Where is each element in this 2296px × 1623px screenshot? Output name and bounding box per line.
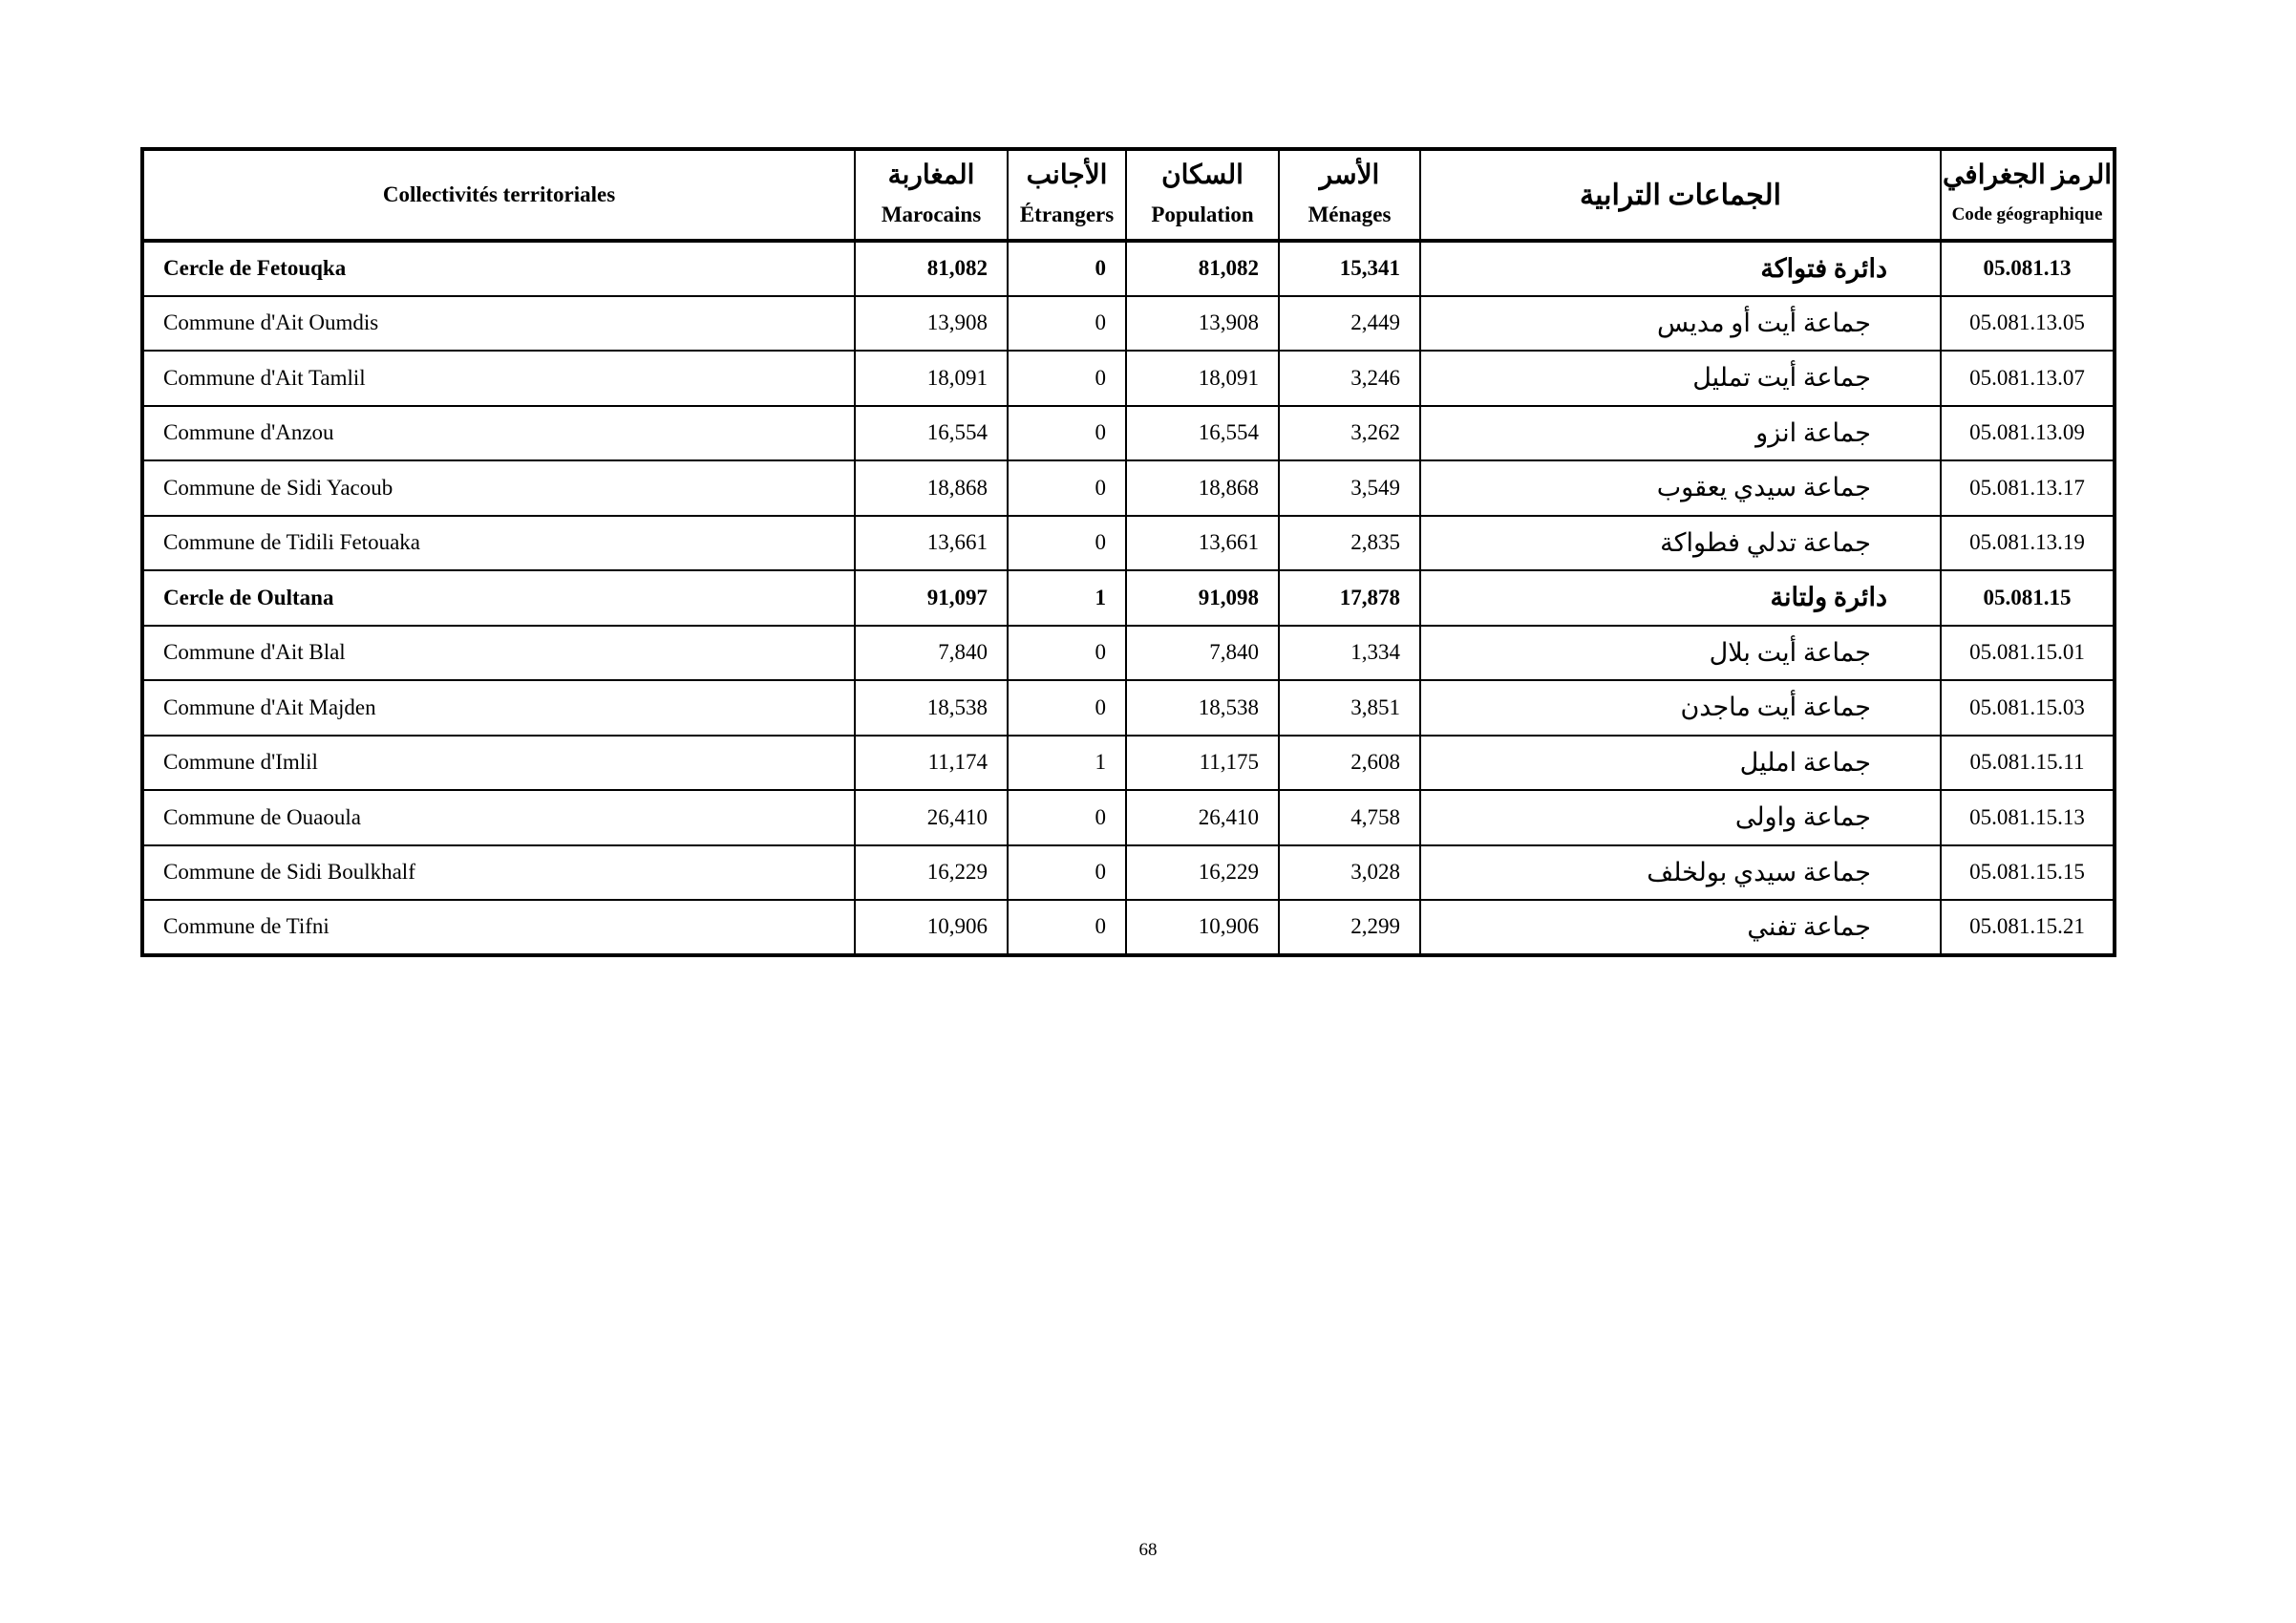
cell-marocains: 91,097 xyxy=(855,570,1008,626)
cell-marocains: 26,410 xyxy=(855,790,1008,845)
cell-menages: 3,262 xyxy=(1279,406,1420,461)
cell-arabic-name: جماعة سيدي يعقوب xyxy=(1420,460,1941,516)
table-row xyxy=(142,626,2115,681)
table-row xyxy=(142,900,2115,955)
cell-code: 05.081.15.13 xyxy=(1941,790,2115,845)
cell-name: Commune d'Ait Blal xyxy=(142,626,855,681)
cell-arabic-name: جماعة امليل xyxy=(1420,736,1941,791)
cell-menages: 15,341 xyxy=(1279,241,1420,296)
cell-menages: 3,028 xyxy=(1279,845,1420,901)
cell-name: Commune de Ouaoula xyxy=(142,790,855,845)
cell-arabic-name: جماعة سيدي بولخلف xyxy=(1420,845,1941,901)
cell-marocains: 7,840 xyxy=(855,626,1008,681)
cell-menages: 3,246 xyxy=(1279,351,1420,406)
cell-name: Commune d'Imlil xyxy=(142,736,855,791)
cell-population: 13,908 xyxy=(1126,296,1279,352)
header-menages-fr: Ménages xyxy=(1307,203,1392,226)
header-etrangers xyxy=(1008,149,1126,241)
header-collectivites xyxy=(142,149,855,241)
header-menages-ar: الأسر xyxy=(1319,160,1380,190)
cell-menages: 17,878 xyxy=(1279,570,1420,626)
cell-population: 26,410 xyxy=(1126,790,1279,845)
cell-population: 7,840 xyxy=(1126,626,1279,681)
header-jamaat-ar: الجماعات الترابية xyxy=(1579,179,1781,211)
table-row xyxy=(142,680,2115,736)
cell-name: Commune d'Ait Majden xyxy=(142,680,855,736)
cell-name: Commune de Sidi Yacoub xyxy=(142,460,855,516)
cell-etrangers: 0 xyxy=(1008,626,1126,681)
header-menages xyxy=(1279,149,1420,241)
cell-population: 18,538 xyxy=(1126,680,1279,736)
header-marocains xyxy=(855,149,1008,241)
cell-code: 05.081.15.03 xyxy=(1941,680,2115,736)
cell-code: 05.081.15.21 xyxy=(1941,900,2115,955)
cell-code: 05.081.15 xyxy=(1941,570,2115,626)
cell-name: Cercle de Fetouqka xyxy=(142,241,855,296)
cell-name: Cercle de Oultana xyxy=(142,570,855,626)
cell-name: Commune d'Ait Oumdis xyxy=(142,296,855,352)
cell-etrangers: 1 xyxy=(1008,736,1126,791)
cell-marocains: 81,082 xyxy=(855,241,1008,296)
cell-etrangers: 0 xyxy=(1008,680,1126,736)
header-code-fr: Code géographique xyxy=(1951,204,2103,224)
cell-code: 05.081.13.19 xyxy=(1941,516,2115,571)
cell-menages: 2,608 xyxy=(1279,736,1420,791)
cell-marocains: 10,906 xyxy=(855,900,1008,955)
cell-menages: 2,299 xyxy=(1279,900,1420,955)
cell-etrangers: 0 xyxy=(1008,790,1126,845)
cell-name: Commune de Tidili Fetouaka xyxy=(142,516,855,571)
cell-code: 05.081.13.07 xyxy=(1941,351,2115,406)
cell-arabic-name: جماعة تفني xyxy=(1420,900,1941,955)
cell-population: 18,868 xyxy=(1126,460,1279,516)
cell-code: 05.081.13.17 xyxy=(1941,460,2115,516)
cell-arabic-name: جماعة تدلي فطواكة xyxy=(1420,516,1941,571)
header-row xyxy=(142,149,2115,241)
cell-name: Commune de Tifni xyxy=(142,900,855,955)
cell-menages: 3,549 xyxy=(1279,460,1420,516)
cell-population: 91,098 xyxy=(1126,570,1279,626)
header-collectivites-label: Collectivités territoriales xyxy=(382,182,616,206)
cell-marocains: 16,554 xyxy=(855,406,1008,461)
cell-arabic-name: جماعة أيت تمليل xyxy=(1420,351,1941,406)
header-code xyxy=(1941,149,2115,241)
cell-etrangers: 0 xyxy=(1008,845,1126,901)
cell-code: 05.081.15.15 xyxy=(1941,845,2115,901)
table-row xyxy=(142,296,2115,352)
cell-arabic-name: جماعة انزو xyxy=(1420,406,1941,461)
cell-code: 05.081.13.05 xyxy=(1941,296,2115,352)
cell-marocains: 11,174 xyxy=(855,736,1008,791)
cell-etrangers: 0 xyxy=(1008,406,1126,461)
header-marocains-ar: المغاربة xyxy=(887,160,975,190)
cell-etrangers: 0 xyxy=(1008,351,1126,406)
cell-marocains: 18,091 xyxy=(855,351,1008,406)
cell-etrangers: 0 xyxy=(1008,241,1126,296)
header-etrangers-ar: الأجانب xyxy=(1026,160,1108,190)
cell-marocains: 18,868 xyxy=(855,460,1008,516)
cell-etrangers: 0 xyxy=(1008,900,1126,955)
table-row xyxy=(142,406,2115,461)
table-row xyxy=(142,570,2115,626)
cell-marocains: 16,229 xyxy=(855,845,1008,901)
cell-etrangers: 0 xyxy=(1008,460,1126,516)
cell-code: 05.081.13 xyxy=(1941,241,2115,296)
table-row xyxy=(142,516,2115,571)
header-etrangers-fr: Étrangers xyxy=(1019,203,1115,226)
table-row xyxy=(142,790,2115,845)
cell-menages: 2,835 xyxy=(1279,516,1420,571)
table-row xyxy=(142,241,2115,296)
cell-marocains: 13,908 xyxy=(855,296,1008,352)
cell-population: 81,082 xyxy=(1126,241,1279,296)
cell-population: 16,554 xyxy=(1126,406,1279,461)
table-row xyxy=(142,351,2115,406)
header-population xyxy=(1126,149,1279,241)
cell-arabic-name: جماعة أيت أو مديس xyxy=(1420,296,1941,352)
cell-menages: 2,449 xyxy=(1279,296,1420,352)
cell-menages: 4,758 xyxy=(1279,790,1420,845)
cell-population: 16,229 xyxy=(1126,845,1279,901)
header-population-ar: السكان xyxy=(1161,160,1244,190)
table-header xyxy=(142,149,2115,241)
cell-population: 11,175 xyxy=(1126,736,1279,791)
cell-name: Commune d'Anzou xyxy=(142,406,855,461)
cell-menages: 3,851 xyxy=(1279,680,1420,736)
cell-code: 05.081.15.01 xyxy=(1941,626,2115,681)
cell-arabic-name: دائرة فتواكة xyxy=(1420,241,1941,296)
cell-name: Commune d'Ait Tamlil xyxy=(142,351,855,406)
header-population-fr: Population xyxy=(1151,203,1254,226)
cell-etrangers: 1 xyxy=(1008,570,1126,626)
cell-marocains: 13,661 xyxy=(855,516,1008,571)
cell-arabic-name: جماعة أيت بلال xyxy=(1420,626,1941,681)
table-row xyxy=(142,460,2115,516)
cell-arabic-name: جماعة واولى xyxy=(1420,790,1941,845)
cell-arabic-name: دائرة ولتانة xyxy=(1420,570,1941,626)
page-number: 68 xyxy=(1138,1540,1158,1560)
cell-population: 13,661 xyxy=(1126,516,1279,571)
table-row xyxy=(142,845,2115,901)
cell-marocains: 18,538 xyxy=(855,680,1008,736)
cell-menages: 1,334 xyxy=(1279,626,1420,681)
cell-code: 05.081.15.11 xyxy=(1941,736,2115,791)
header-jamaat xyxy=(1420,149,1941,241)
cell-name: Commune de Sidi Boulkhalf xyxy=(142,845,855,901)
cell-code: 05.081.13.09 xyxy=(1941,406,2115,461)
header-code-ar: الرمز الجغرافي xyxy=(1942,160,2113,190)
census-table xyxy=(140,147,2116,957)
header-marocains-fr: Marocains xyxy=(881,203,982,226)
table-row xyxy=(142,736,2115,791)
table-body xyxy=(142,241,2115,955)
cell-population: 10,906 xyxy=(1126,900,1279,955)
cell-etrangers: 0 xyxy=(1008,296,1126,352)
cell-arabic-name: جماعة أيت ماجدن xyxy=(1420,680,1941,736)
cell-population: 18,091 xyxy=(1126,351,1279,406)
cell-etrangers: 0 xyxy=(1008,516,1126,571)
